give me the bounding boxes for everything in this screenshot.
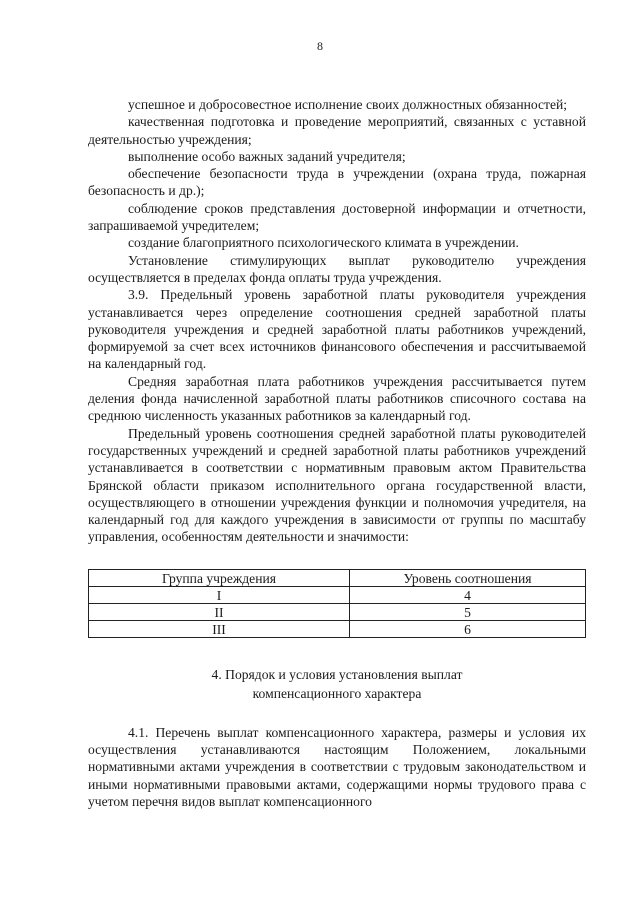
table-cell-group: I	[89, 586, 350, 603]
paragraph-duties: успешное и добросовестное исполнение своих должностных обязанностей;	[128, 97, 568, 112]
paragraph-climate: создание благоприятного психологического климата в учреждении.	[128, 235, 519, 251]
table-row	[89, 603, 586, 620]
paragraph-incentive-payments: Установление стимулирующих выплат руководителю учреждения осуществляется в пределах фонда оплаты труда учреждения.	[88, 252, 586, 285]
table-header-row	[89, 569, 586, 586]
section-4-heading	[88, 665, 586, 703]
paragraph-labor-safety: обеспечение безопасности труда в учреждении (охрана труда, пожарная безопасность и др.);	[88, 166, 586, 199]
table-cell-ratio: 6	[350, 620, 586, 637]
table-cell-group: II	[89, 603, 350, 620]
table-header-ratio: Уровень соотношения	[350, 569, 586, 586]
ratio-table	[88, 569, 586, 638]
paragraph-4-1: 4.1. Перечень выплат компенсационного характера, размеры и условия их осуществления устанавливаются настоящим Положением, локальными нормативными актами учреждения в соответствии с трудовым законодательством и иными нормативными правовыми актами, содержащими нормы трудового права с учетом перечня видов выплат компенсационного	[88, 724, 586, 809]
table-cell-ratio: 4	[350, 586, 586, 603]
section-4-heading-line-2: компенсационного характера	[252, 685, 422, 701]
table-row	[89, 586, 586, 603]
table-cell-ratio: 5	[350, 603, 586, 620]
paragraph-events: качественная подготовка и проведение мероприятий, связанных с уставной деятельностью учреждения;	[88, 114, 586, 147]
paragraph-important-tasks: выполнение особо важных заданий учредителя;	[128, 148, 406, 164]
table-row	[89, 620, 586, 637]
paragraph-ratio-level: Предельный уровень соотношения средней заработной платы руководителей государственных учреждений и средней заработной платы работников учреждений устанавливается в соответствии с нормативным правовым актом Правительства Брянской области приказом исполнительного органа государственной власти, осуществляющего в отношении учреждения функции и полномочия учредителя, на календарный год для каждого учреждения в зависимости от группы по масштабу управления, особенностям деятельности и значимости:	[88, 425, 586, 545]
page-number: 8	[317, 39, 323, 53]
paragraph-3-9: 3.9. Предельный уровень заработной платы руководителя учреждения устанавливается через определение соотношения средней заработной платы руководителя учреждения и средней заработной платы работников учреждений, формируемой за счет всех источников финансового обеспечения и рассчитываемой на календарный год.	[88, 287, 586, 372]
document-content	[88, 96, 586, 810]
table-cell-group: III	[89, 620, 350, 637]
table-header-group: Группа учреждения	[89, 569, 350, 586]
paragraph-reporting: соблюдение сроков представления достоверной информации и отчетности, запрашиваемой учредителем;	[88, 200, 586, 234]
paragraph-average-salary: Средняя заработная плата работников учреждения рассчитывается путем деления фонда начисленной заработной платы работников списочного состава на среднюю численность указанных работников за календарный год.	[88, 373, 586, 424]
section-4-heading-line-1: 4. Порядок и условия установления выплат	[211, 666, 463, 682]
